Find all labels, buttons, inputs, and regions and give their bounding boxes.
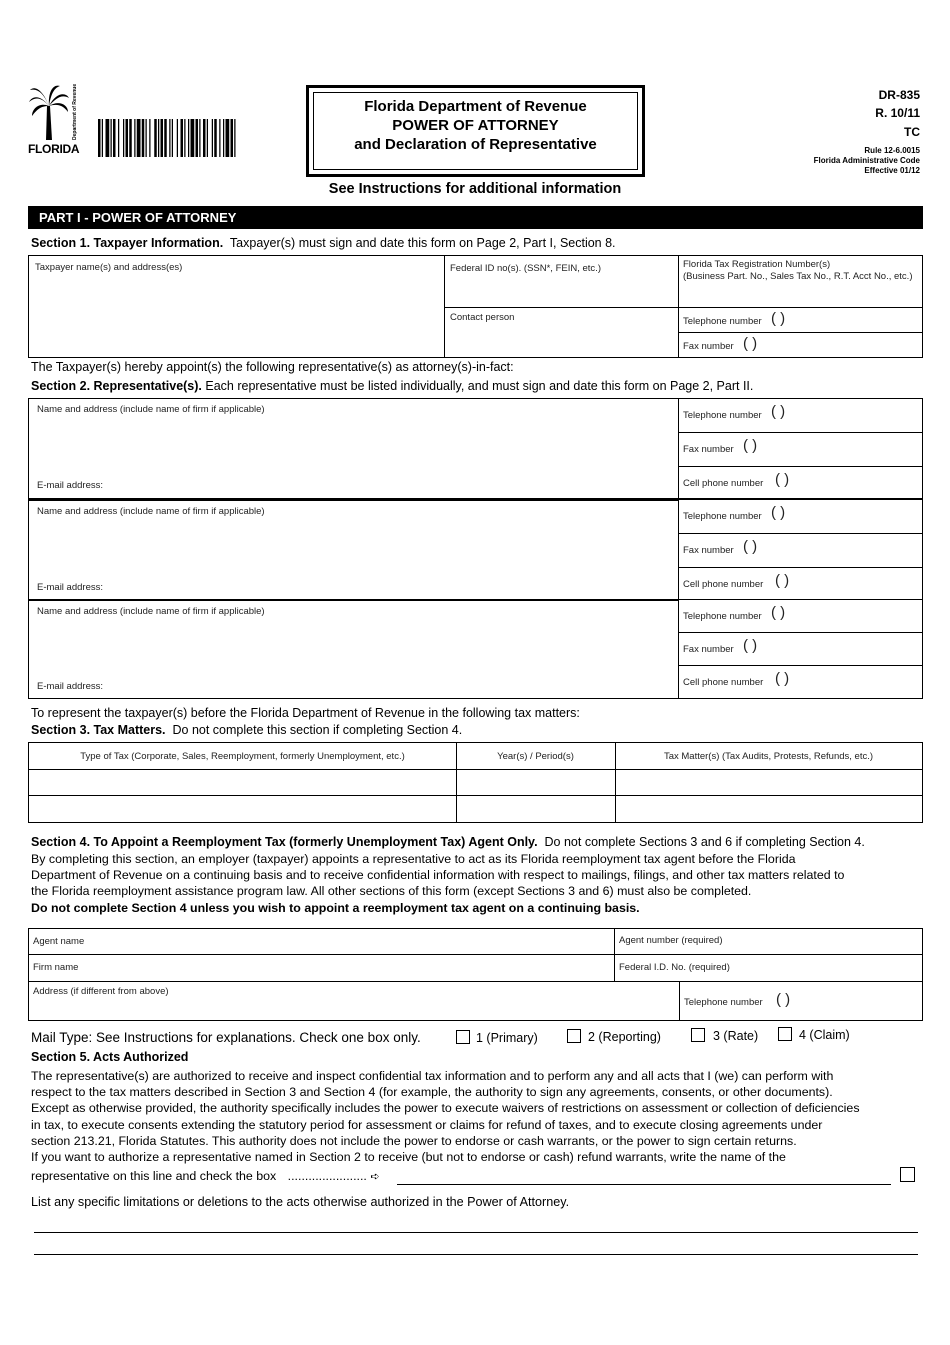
rep-phone-label: Telephone number (683, 410, 762, 421)
area-code-parens: ( ) (771, 403, 786, 420)
area-code-parens: ( ) (743, 637, 758, 654)
section5-body (31, 1068, 921, 1165)
limitations-line-2[interactable] (34, 1254, 918, 1255)
logo-word: FLORIDA (28, 142, 80, 156)
logo-side-text: Department of Revenue (72, 84, 78, 140)
section4-heading-line (31, 835, 865, 849)
refund-warrant-checkbox[interactable] (900, 1167, 915, 1182)
taxpayer-fax-label: Fax number (683, 341, 734, 352)
taxpayer-phone-field[interactable] (678, 307, 923, 333)
refund-line-2 (31, 1169, 380, 1183)
section4-bold-line: Do not complete Section 4 unless you wish to appoint a reemployment tax agent on a continuing basis. (31, 900, 640, 915)
taxpayer-name-field[interactable] (28, 255, 445, 358)
form-info (814, 86, 920, 176)
tax-matters-table (28, 742, 923, 823)
tax-row-1-matters[interactable] (616, 770, 922, 795)
form-tc: TC (904, 125, 920, 139)
firm-name-label: Firm name (33, 962, 79, 973)
section5-line: The representative(s) are authorized to receive and inspect confidential tax information and to perform any and all acts that I (we) can perform with (31, 1069, 834, 1083)
taxpayer-fax-field[interactable] (678, 332, 923, 358)
refund-dots: ....................... (287, 1169, 367, 1183)
section2-heading-line (31, 379, 753, 393)
area-code-parens: ( ) (743, 335, 758, 352)
section2-note: Each representative must be listed individually, and must sign and date this form on Page 2, Part II. (205, 379, 754, 393)
mail-type-4-label: 4 (Claim) (799, 1028, 850, 1042)
section5-line: section 213.21, Florida Statutes. This authority does not include the power to endorse or cash warrants, or the power to sign certain returns. (31, 1133, 797, 1148)
section4-note: Do not complete Sections 3 and 6 if completing Section 4. (544, 835, 865, 849)
rep-fax-label: Fax number (683, 444, 734, 455)
rep-3-fax-field[interactable] (678, 632, 923, 666)
section4-body (31, 851, 921, 916)
fl-tax-reg-label: Florida Tax Registration Number(s) (683, 259, 831, 270)
col-tax-matters: Tax Matter(s) (Tax Audits, Protests, Refunds, etc.) (663, 751, 874, 762)
rep-3-phone-field[interactable] (678, 599, 923, 633)
rep-2-fax-field[interactable] (678, 533, 923, 568)
limitations-text: List any specific limitations or deletions to the acts otherwise authorized in the Power of Attorney. (31, 1195, 570, 1209)
section2-heading: Section 2. Representative(s). (31, 379, 202, 393)
area-code-parens: ( ) (776, 991, 791, 1008)
form-title: POWER OF ATTORNEY (392, 117, 559, 134)
section1-note: Taxpayer(s) must sign and date this form on Page 2, Part I, Section 8. (229, 236, 616, 250)
refund-line-1: If you want to authorize a representative named in Section 2 to receive (but not to endorse or cash) refund warrants, write the name of the (31, 1150, 786, 1165)
section5-heading: Section 5. Acts Authorized (31, 1050, 189, 1064)
taxpayer-phone-label: Telephone number (683, 316, 762, 327)
rep-name-label: Name and address (include name of firm if applicable) (37, 506, 265, 517)
agent-address-label: Address (if different from above) (33, 986, 169, 997)
fl-tax-reg-label-2: (Business Part. No., Sales Tax No., R.T. Acct No., etc.) (683, 271, 913, 282)
form-subtitle: and Declaration of Representative (354, 136, 597, 153)
appoint-text: The Taxpayer(s) hereby appoint(s) the following representative(s) as attorney(s)-in-fact: (31, 360, 514, 374)
agent-name-field[interactable] (28, 928, 615, 955)
federal-id-field[interactable] (444, 255, 679, 308)
contact-person-field[interactable] (444, 307, 679, 358)
area-code-parens: ( ) (743, 538, 758, 555)
contact-person-label: Contact person (450, 312, 515, 323)
palm-tree-icon (28, 84, 70, 142)
area-code-parens: ( ) (743, 437, 758, 454)
rep-phone-label: Telephone number (683, 511, 762, 522)
limitations-line-1[interactable] (34, 1232, 918, 1233)
rep-fax-label: Fax number (683, 644, 734, 655)
represent-text: To represent the taxpayer(s) before the Florida Department of Revenue in the following tax matters: (31, 706, 580, 720)
tax-row-1-type[interactable] (29, 770, 456, 795)
agent-number-label: Agent number (required) (619, 935, 723, 946)
agent-name-label: Agent name (33, 936, 85, 947)
rep-email-label: E-mail address: (37, 480, 103, 491)
rep-cell-label: Cell phone number (683, 677, 764, 688)
rep-cell-label: Cell phone number (683, 579, 764, 590)
tax-row-2-type[interactable] (29, 796, 456, 822)
rep-3-cell-field[interactable] (678, 665, 923, 699)
mail-type-2-checkbox[interactable] (567, 1029, 581, 1043)
pointer-arrow-icon: ➪ (370, 1171, 380, 1183)
agent-fein-field[interactable] (614, 954, 923, 982)
rep-1-name-address-field[interactable] (28, 398, 679, 499)
rep-fax-label: Fax number (683, 545, 734, 556)
tax-row-2-matters[interactable] (616, 796, 922, 822)
section5-line: respect to the tax matters described in Section 3 and Section 4 (for example, the authority to sign any agreements, consents, or other documents). (31, 1085, 833, 1100)
section3-heading: Section 3. Tax Matters. (31, 723, 166, 737)
agent-phone-label: Telephone number (684, 997, 763, 1008)
fl-tax-reg-field[interactable] (678, 255, 923, 308)
rep-3-name-address-field[interactable] (28, 599, 679, 699)
title-box (306, 85, 645, 177)
refund-representative-line[interactable] (397, 1184, 891, 1185)
part1-header (28, 206, 923, 229)
florida-logo (28, 84, 78, 156)
area-code-parens: ( ) (775, 471, 790, 488)
admin-code-text: Florida Administrative Code (813, 156, 920, 165)
section5-line: in tax, to execute consents extending the statutory period for assessment or claims for refund of taxes, and to execute closing agreements under (31, 1117, 823, 1132)
rep-email-label: E-mail address: (37, 681, 103, 692)
rep-2-cell-field[interactable] (678, 567, 923, 600)
area-code-parens: ( ) (775, 572, 790, 589)
effective-text: Effective 01/12 (864, 166, 920, 175)
rep-name-label: Name and address (include name of firm if applicable) (37, 404, 265, 415)
federal-id-label: Federal ID no(s). (SSN*, FEIN, etc.) (450, 263, 601, 274)
agency-title: Florida Department of Revenue (364, 98, 587, 115)
agent-number-field[interactable] (614, 928, 923, 955)
rep-2-name-address-field[interactable] (28, 499, 679, 600)
rule-text: Rule 12-6.0015 (864, 146, 920, 155)
agent-phone-field[interactable] (679, 981, 923, 1021)
section3-heading-line (31, 723, 462, 737)
barcode (98, 119, 283, 157)
refund-line-text: representative on this line and check the box (31, 1169, 277, 1183)
section1-heading-line (31, 236, 616, 250)
firm-name-field[interactable] (28, 954, 615, 982)
mail-type-1-label: 1 (Primary) (476, 1031, 538, 1045)
agent-address-field[interactable] (28, 981, 680, 1021)
col-years-periods: Year(s) / Period(s) (497, 751, 574, 762)
rep-phone-label: Telephone number (683, 611, 762, 622)
mail-type-3-checkbox[interactable] (691, 1028, 705, 1042)
area-code-parens: ( ) (771, 504, 786, 521)
area-code-parens: ( ) (771, 604, 786, 621)
mail-type-1-checkbox[interactable] (456, 1030, 470, 1044)
form-revision: R. 10/11 (875, 106, 920, 120)
section3-note: Do not complete this section if completing Section 4. (172, 723, 463, 737)
agent-fein-label: Federal I.D. No. (required) (619, 962, 730, 973)
mail-type-text: Mail Type: See Instructions for explanations. Check one box only. (31, 1030, 421, 1045)
area-code-parens: ( ) (771, 310, 786, 327)
mail-type-2-label: 2 (Reporting) (588, 1030, 661, 1044)
col-type-of-tax: Type of Tax (Corporate, Sales, Reemployment, formerly Unemployment, etc.) (80, 751, 405, 762)
area-code-parens: ( ) (775, 670, 790, 687)
section1-heading: Section 1. Taxpayer Information. (31, 236, 224, 250)
tax-row-2-years[interactable] (457, 796, 615, 822)
section4-heading: Section 4. To Appoint a Reemployment Tax (formerly Unemployment Tax) Agent Only. (31, 835, 538, 849)
tax-row-1-years[interactable] (457, 770, 615, 795)
rep-2-phone-field[interactable] (678, 499, 923, 534)
taxpayer-name-label: Taxpayer name(s) and address(es) (35, 262, 183, 273)
rep-name-label: Name and address (include name of firm if applicable) (37, 606, 265, 617)
rep-1-cell-field[interactable] (678, 466, 923, 499)
mail-type-4-checkbox[interactable] (778, 1027, 792, 1041)
rep-email-label: E-mail address: (37, 582, 103, 593)
section4-line: By completing this section, an employer (taxpayer) appoints a representative to act as its Florida reemployment tax agent before the Florida (31, 852, 796, 866)
part1-title: PART I - POWER OF ATTORNEY (39, 210, 237, 225)
section4-line: Department of Revenue on a continuing basis and to receive confidential information with respect to mailings, filings, and other tax matters related to (31, 868, 845, 883)
section5-line: Except as otherwise provided, the authority specifically includes the power to execute waivers of restrictions on assessment or collection of deficiencies (31, 1101, 860, 1116)
section4-line: the Florida reemployment assistance program law. All other sections of this form (except Sections 3 and 6) must also be completed. (31, 884, 752, 899)
instructions-note: See Instructions for additional information (328, 181, 622, 197)
rep-1-fax-field[interactable] (678, 432, 923, 467)
rep-1-phone-field[interactable] (678, 398, 923, 433)
mail-type-3-label: 3 (Rate) (713, 1029, 759, 1043)
rep-cell-label: Cell phone number (683, 478, 764, 489)
form-id: DR-835 (878, 88, 920, 102)
